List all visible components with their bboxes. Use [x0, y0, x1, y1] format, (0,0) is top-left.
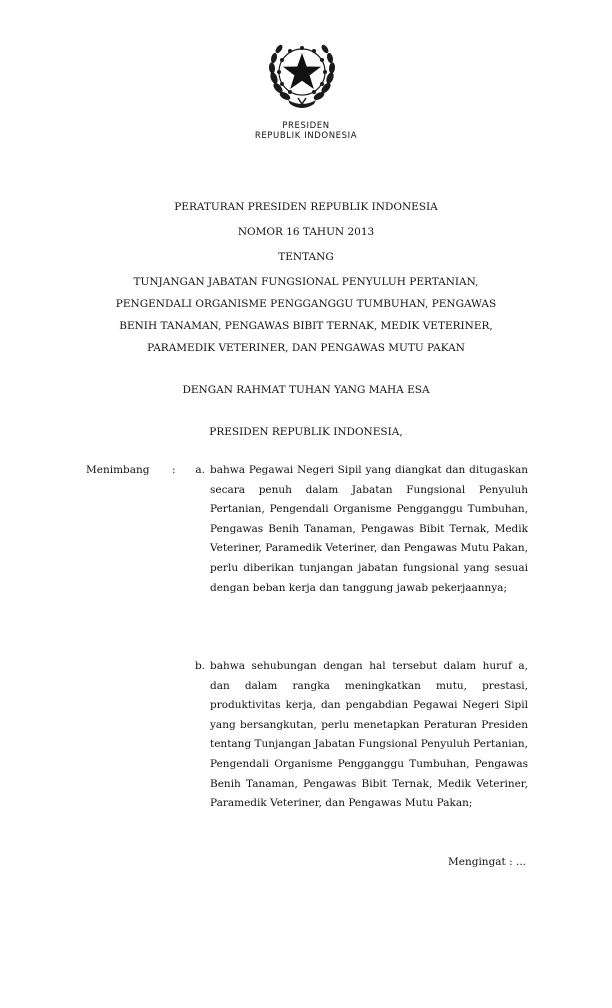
regulation-title: PERATURAN PRESIDEN REPUBLIK INDONESIA: [174, 201, 438, 213]
item-marker-a: a.: [195, 464, 205, 476]
menimbang-item-b: bahwa sehubungan dengan hal tersebut dalam huruf a, dan dalam rangka meningkatkan mutu, prestasi, produktivitas kerja, dan pengabdian Pegawai Negeri Sipil yang bersangkutan, perlu menetapkan Peraturan Presiden tentang Tunjangan Jabatan Fungsional Penyuluh Pertanian, Pengendali Organisme Pengganggu Tumbuhan, Pengawas Benih Tanaman, Pengawas Bibit Ternak, Medik Veteriner, Paramedik Veteriner, dan Pengawas Mutu Pakan;: [210, 660, 529, 810]
menimbang-colon: :: [172, 464, 176, 476]
item-marker-b: b.: [194, 660, 205, 672]
president-line: PRESIDEN REPUBLIK INDONESIA,: [209, 426, 403, 438]
blessing-line: DENGAN RAHMAT TUHAN YANG MAHA ESA: [182, 384, 430, 396]
emblem-caption-presiden: PRESIDEN: [282, 121, 330, 131]
subject-line: TUNJANGAN JABATAN FUNGSIONAL PENYULUH PERTANIAN,: [133, 276, 479, 288]
regulation-tentang: TENTANG: [278, 251, 334, 263]
presidential-emblem-icon: [262, 34, 342, 114]
menimbang-label: Menimbang: [86, 464, 150, 476]
next-page-indicator: Mengingat : ...: [448, 856, 526, 868]
menimbang-item-a: bahwa Pegawai Negeri Sipil yang diangkat dan ditugaskan secara penuh dalam Jabatan Fungsional Penyuluh Pertanian, Pengendali Organisme Pengganggu Tumbuhan, Pengawas Benih Tanaman, Pengawas Bibit Ternak, Medik Veteriner, Paramedik Veteriner, dan Pengawas Mutu Pakan, perlu diberikan tunjangan jabatan fungsional yang sesuai dengan beban kerja dan tanggung jawab pekerjaannya;: [210, 464, 528, 594]
emblem-caption-republik: REPUBLIK INDONESIA: [254, 131, 358, 141]
subject-line: PENGENDALI ORGANISME PENGGANGGU TUMBUHAN, PENGAWAS: [115, 298, 497, 310]
regulation-number: NOMOR 16 TAHUN 2013: [237, 226, 375, 238]
subject-line: PARAMEDIK VETERINER, DAN PENGAWAS MUTU PAKAN: [147, 342, 465, 354]
subject-line: BENIH TANAMAN, PENGAWAS BIBIT TERNAK, MEDIK VETERINER,: [119, 320, 493, 332]
